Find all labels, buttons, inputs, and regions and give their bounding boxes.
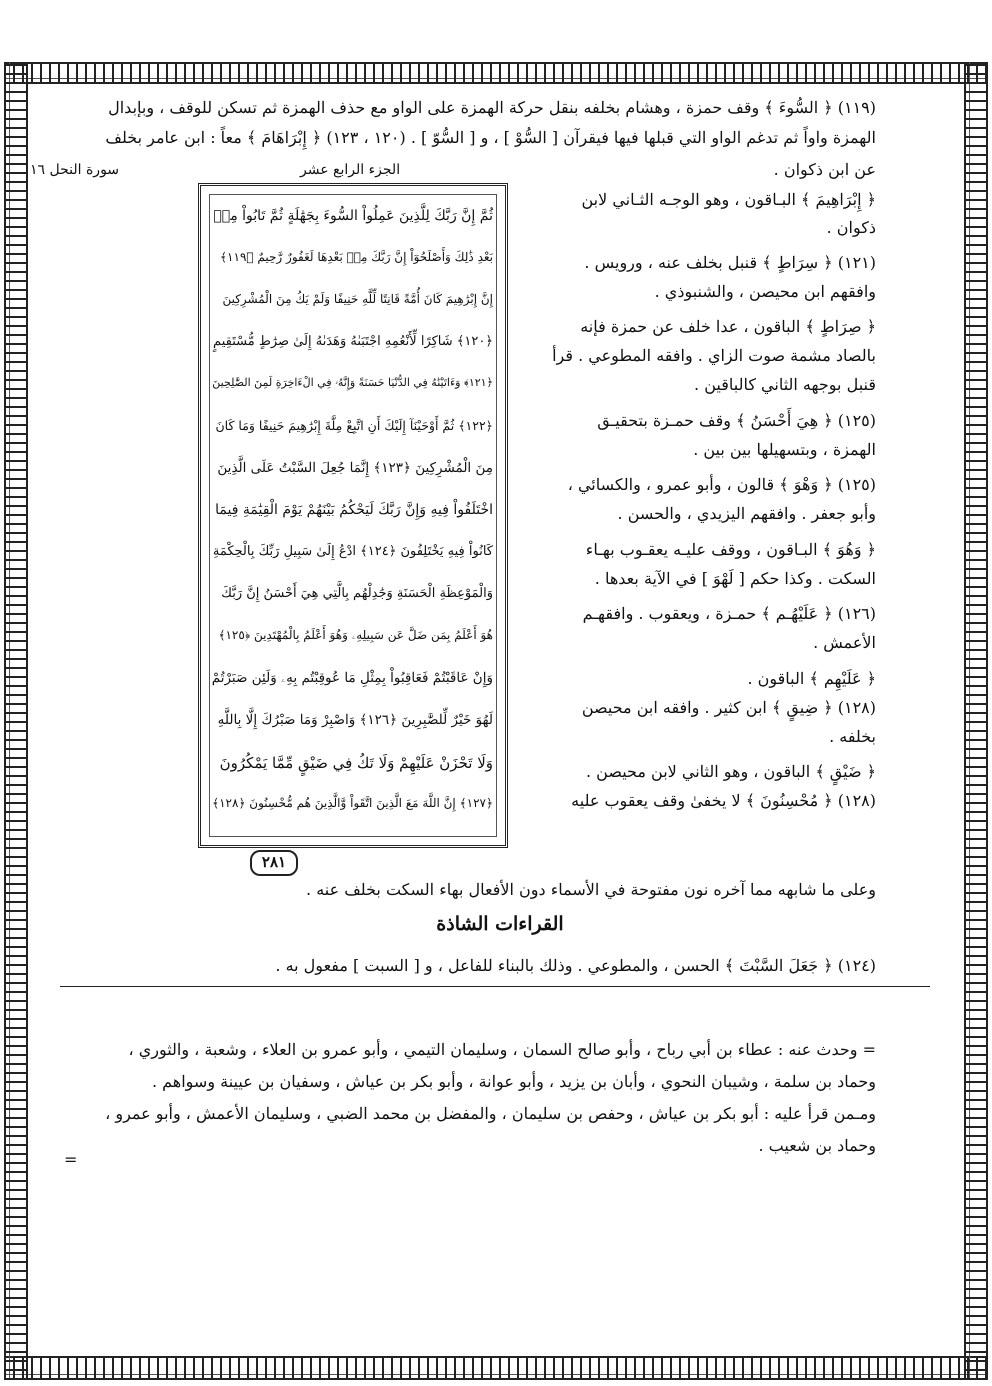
mushaf-line: لَهُوَ خَيْرٌ لِّلصَّٰبِرِينَ ﴿١٢٦﴾ وَاصْبِرْ وَمَا صَبْرُكَ إِلَّا بِاللَّهِ bbox=[217, 712, 493, 728]
mushaf-line: وَالْمَوْعِظَةِ الْحَسَنَةِ وَجَٰدِلْهُم بِالَّتِي هِيَ أَحْسَنُ إِنَّ رَبَّكَ bbox=[221, 586, 493, 601]
mushaf-line: اخْتَلَفُواْ فِيهِ وَإِنَّ رَبَّكَ لَيَحْكُمُ بَيْنَهُمْ يَوْمَ الْقِيَٰمَةِ فِيمَا bbox=[215, 502, 493, 518]
commentary-line: ذكوان . bbox=[826, 218, 876, 237]
mushaf-line: ﴿١٢٧﴾ إِنَّ اللَّهَ مَعَ الَّذِينَ اتَّقَواْ وَّالَّذِينَ هُم مُّحْسِنُونَ ﴿١٢٨﴾ bbox=[212, 796, 493, 810]
commentary-line: ﴿ وَهُوَ ﴾ البـاقون ، ووقف عليـه يعقـوب بهـاء bbox=[585, 540, 876, 559]
commentary-line: الهمزة ، وبتسهيلها بين بين . bbox=[693, 440, 876, 459]
border-right bbox=[964, 62, 988, 1380]
commentary-line: قنبل بوجهه الثاني كالباقين . bbox=[694, 375, 876, 394]
commentary-line: (١٢١) ﴿ سِرَاطٍ ﴾ قنبل بخلف عنه ، ورويس . bbox=[584, 253, 876, 272]
commentary-line: (١٢٨) ﴿ مُحْسِنُونَ ﴾ لا يخفىٰ وقف يعقوب عليه bbox=[571, 791, 876, 810]
commentary-line: ﴿ صِرَاطٍ ﴾ الباقون ، عدا خلف عن حمزة فإنه bbox=[580, 317, 876, 336]
border-bottom bbox=[4, 1356, 988, 1380]
border-left bbox=[4, 62, 28, 1380]
commentary-line: بالصاد مشمة صوت الزاي . وافقه المطوعي . قرأ bbox=[552, 346, 876, 365]
commentary-line: (١٢٨) ﴿ ضِيقٍ ﴾ ابن كثير . وافقه ابن محيصن bbox=[581, 698, 876, 717]
commentary-line: وافقهم ابن محيصن ، والشنبوذي . bbox=[654, 282, 876, 301]
mushaf-line: وَلَا تَحْزَنْ عَلَيْهِمْ وَلَا تَكُ فِي ضَيْقٍ مِّمَّا يَمْكُرُونَ bbox=[219, 754, 493, 772]
commentary-line: وأبو جعفر . وافقهم اليزيدي ، والحسن . bbox=[617, 504, 876, 523]
footnote-line-2: وحماد بن سلمة ، وشيبان النحوي ، وأبان بن يزيد ، وأبو عوانة ، وأبو بكر بن عياش ، وسفيان بن عيينة وسواهم . bbox=[151, 1072, 876, 1091]
mushaf-line: ﴿١٢١﴾ وَءَاتَيْنَٰهُ فِي الدُّنْيَا حَسَنَةً وَإِنَّهُۥ فِي الْءَاخِرَةِ لَمِنَ الصَّٰلِحِينَ bbox=[212, 376, 493, 389]
mushaf-line: وَإِنْ عَاقَبْتُمْ فَعَاقِبُواْ بِمِثْلِ مَا عُوقِبْتُم بِهِۦ وَلَئِن صَبَرْتُمْ bbox=[211, 670, 493, 686]
commentary-line: بخلفه . bbox=[829, 727, 876, 746]
commentary-line: (١٢٥) ﴿ هِيَ أَحْسَنُ ﴾ وقف حمـزة بتحقيـق bbox=[597, 411, 876, 430]
commentary-line: السكت . وكذا حكم [ لَهْوَ ] في الآية بعدها . bbox=[594, 569, 876, 588]
continuation-line: وعلى ما شابهه مما آخره نون مفتوحة في الأسماء دون الأفعال بهاء السكت بخلف عنه . bbox=[306, 880, 876, 899]
footnote-line-3: ومـمن قرأ عليه : أبو بكر بن عياش ، وحفص بن سليمان ، والمفضل بن محمد الضبي ، وسليمان الأعمش ، وأبو عمرو ، bbox=[105, 1104, 876, 1123]
top-line-3: عن ابن ذكوان . bbox=[773, 160, 876, 179]
mushaf-line: بَعْدِ ذَٰلِكَ وَأَصْلَحُوٓاْ إِنَّ رَبَّكَ مِنۢ بَعْدِهَا لَغَفُورٌ رَّحِيمٌ ﴿١١٩﴾ bbox=[220, 250, 493, 264]
mushaf-line: مِنَ الْمُشْرِكِينَ ﴿١٢٣﴾ إِنَّمَا جُعِلَ السَّبْتُ عَلَى الَّذِينَ bbox=[217, 460, 493, 476]
section-heading: القراءات الشاذة bbox=[436, 913, 564, 935]
top-line-2: الهمزة واواً ثم تدغم الواو التي قبلها فيها فيقرآن [ السُّوْ ] ، و [ السُّوّ ] . (١٢٠ ، ١٢٣) ﴿ إِبْرَاهَامَ ﴾ معاً : ابن عامر بخلف bbox=[105, 128, 876, 147]
shadh-line: (١٢٤) ﴿ جَعَلَ السَّبْتَ ﴾ الحسن ، والمطوعي . وذلك بالبناء للفاعل ، و [ السبت ] مفعول به . bbox=[275, 956, 876, 975]
commentary-line: ﴿ ضَيْقٍ ﴾ الباقون ، وهو الثاني لابن محيصن . bbox=[586, 762, 876, 781]
commentary-line: ﴿ عَلَيْهِم ﴾ الباقون . bbox=[747, 669, 876, 688]
mushaf-line: ﴿١٢٢﴾ ثُمَّ أَوْحَيْنَآ إِلَيْكَ أَنِ اتَّبِعْ مِلَّةَ إِبْرَٰهِيمَ حَنِيفًا وَمَا كَانَ bbox=[215, 418, 493, 433]
mushaf-line: ثُمَّ إِنَّ رَبَّكَ لِلَّذِينَ عَمِلُواْ السُّوءَ بِجَهَٰلَةٍ ثُمَّ تَابُواْ مِنۢ bbox=[213, 208, 493, 224]
footnote-line-1: = وحدث عنه : عطاء بن أبي رباح ، وأبو صالح السمان ، وسليمان التيمي ، وأبو عمرو بن العلاء ، وشعبة ، والثوري ، bbox=[128, 1040, 876, 1059]
mushaf-line: إِنَّ إِبْرَٰهِيمَ كَانَ أُمَّةً قَانِتًا لِّلَّهِ حَنِيفًا وَلَمْ يَكُ مِنَ الْمُشْرِكِينَ bbox=[222, 292, 493, 306]
commentary-line: (١٢٥) ﴿ وَهْوَ ﴾ قالون ، وأبو عمرو ، والكسائي ، bbox=[567, 475, 876, 494]
mushaf-line: هُوَ أَعْلَمُ بِمَن ضَلَّ عَن سَبِيلِهِۦ وَهُوَ أَعْلَمُ بِالْمُهْتَدِينَ ﴿١٢٥﴾ bbox=[218, 628, 493, 642]
surah-label: سورة النحل ١٦ bbox=[30, 162, 120, 178]
mushaf-line: ﴿١٢٠﴾ شَاكِرًا لِّأَنْعُمِهِ اجْتَبَىٰهُ وَهَدَىٰهُ إِلَىٰ صِرَٰطٍ مُّسْتَقِيمٍ bbox=[213, 334, 493, 349]
mushaf-page-number: ٢٨١ bbox=[250, 850, 298, 876]
juz-label: الجزء الرابع عشر bbox=[300, 162, 401, 178]
commentary-line: ﴿ إِبْرَاهِيمَ ﴾ البـاقون ، وهو الوجـه الثـاني لابن bbox=[581, 190, 876, 209]
footnote-continuation-marker: = bbox=[64, 1150, 78, 1169]
footnote-line-4: وحماد بن شعيب . bbox=[758, 1136, 876, 1155]
commentary-line: (١٢٦) ﴿ عَلَيْهُـم ﴾ حمـزة ، ويعقوب . وافقهـم bbox=[582, 604, 876, 623]
mushaf-line: كَانُواْ فِيهِ يَخْتَلِفُونَ ﴿١٢٤﴾ ادْعُ إِلَىٰ سَبِيلِ رَبِّكَ بِالْحِكْمَةِ bbox=[212, 544, 493, 559]
commentary-line: الأعمش . bbox=[813, 633, 876, 652]
footnote-divider bbox=[60, 986, 930, 987]
mushaf-box bbox=[198, 183, 508, 848]
border-top bbox=[4, 62, 988, 84]
top-line-1: (١١٩) ﴿ السُّوءَ ﴾ وقف حمزة ، وهشام بخلفه بنقل حركة الهمزة على الواو مع حذف الهمزة ثم تسكن للوقف ، وبإبدال bbox=[108, 98, 876, 117]
